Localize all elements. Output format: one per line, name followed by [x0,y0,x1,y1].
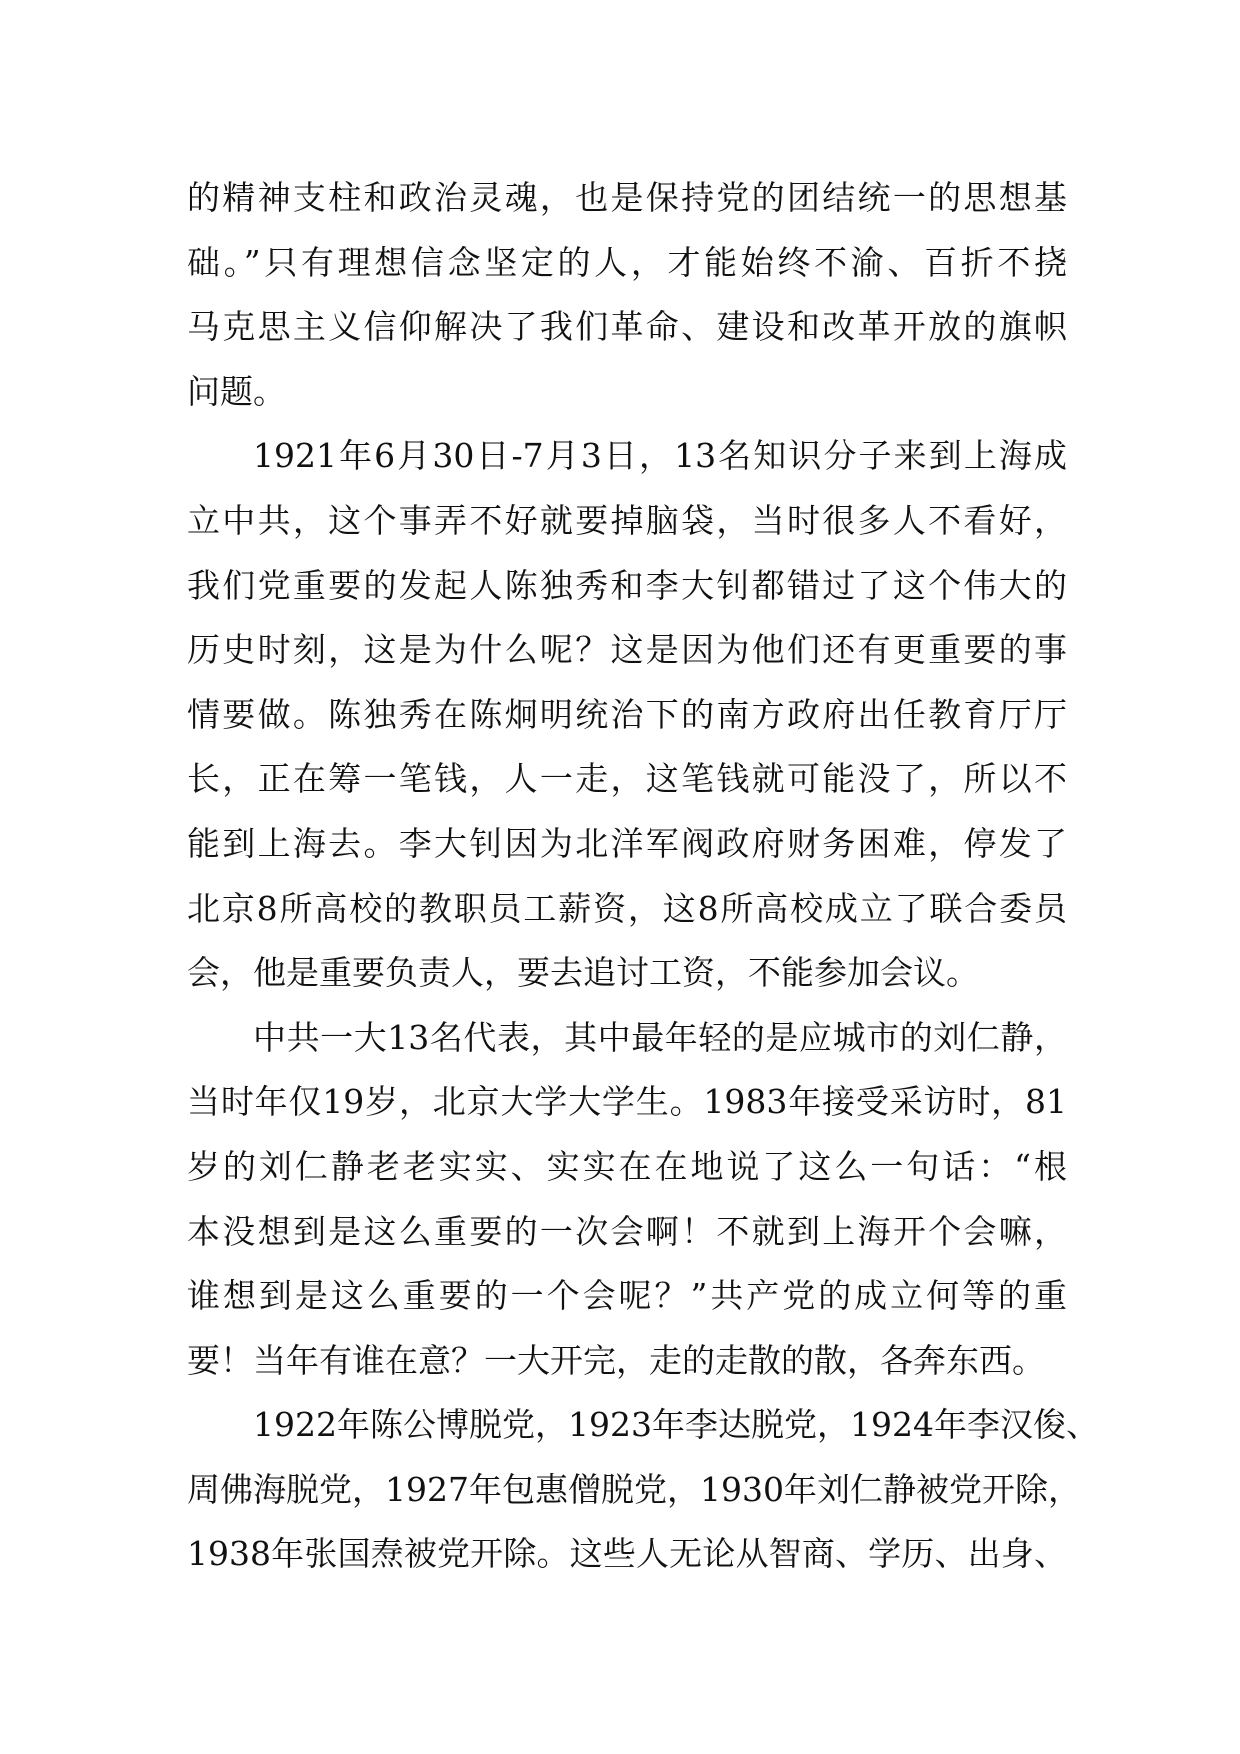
text-line: 1922年陈公博脱党，1923年李达脱党，1924年李汉俊、 [253,1405,1099,1445]
text-line: 会，他是重要负责人，要去追讨工资，不能参加会议。 [187,953,979,993]
text-line: 我们党重要的发起人陈独秀和李大钊都错过了这个伟大的 [187,565,1067,605]
text-line: 马克思主义信仰解决了我们革命、建设和改革开放的旗帜 [187,307,1067,347]
text-line: 谁想到是这么重要的一个会呢？”共产党的成立何等的重 [187,1276,1067,1316]
text-line: 周佛海脱党，1927年包惠僧脱党，1930年刘仁静被党开除， [187,1469,1081,1509]
text-line: 问题。 [187,371,286,411]
text-line: 的精神支柱和政治灵魂，也是保持党的团结统一的思想基 [187,178,1067,217]
text-line: 历史时刻，这是为什么呢？这是因为他们还有更重要的事 [187,630,1067,670]
text-line: 北京8所高校的教职员工薪资，这8所高校成立了联合委员 [187,888,1067,928]
text-line: 能到上海去。李大钊因为北洋军阀政府财务困难，停发了 [187,823,1067,863]
text-line: 情要做。陈独秀在陈炯明统治下的南方政府出任教育厅厅 [187,694,1067,734]
text-line: 本没想到是这么重要的一次会啊！不就到上海开个会嘛， [187,1211,1067,1251]
text-line: 当时年仅19岁，北京大学大学生。1983年接受采访时，81 [187,1082,1067,1122]
text-line: 1938年张国焘被党开除。这些人无论从智商、学历、出身、 [187,1534,1067,1574]
text-line: 长，正在筹一笔钱，人一走，这笔钱就可能没了，所以不 [187,759,1067,799]
text-line: 础。”只有理想信念坚定的人，才能始终不渝、百折不挠 [187,242,1067,282]
text-line: 中共一大13名代表，其中最年轻的是应城市的刘仁静， [253,1017,1067,1057]
text-line: 要！当年有谁在意？一大开完，走的走散的散，各奔东西。 [187,1340,1045,1380]
text-line: 立中共，这个事弄不好就要掉脑袋，当时很多人不看好， [187,500,1067,540]
body-text [187,166,1099,1587]
text-line: 1921年6月30日-7月3日，13名知识分子来到上海成 [253,436,1067,476]
text-line: 岁的刘仁静老老实实、实实在在地说了这么一句话：“根 [187,1146,1067,1186]
